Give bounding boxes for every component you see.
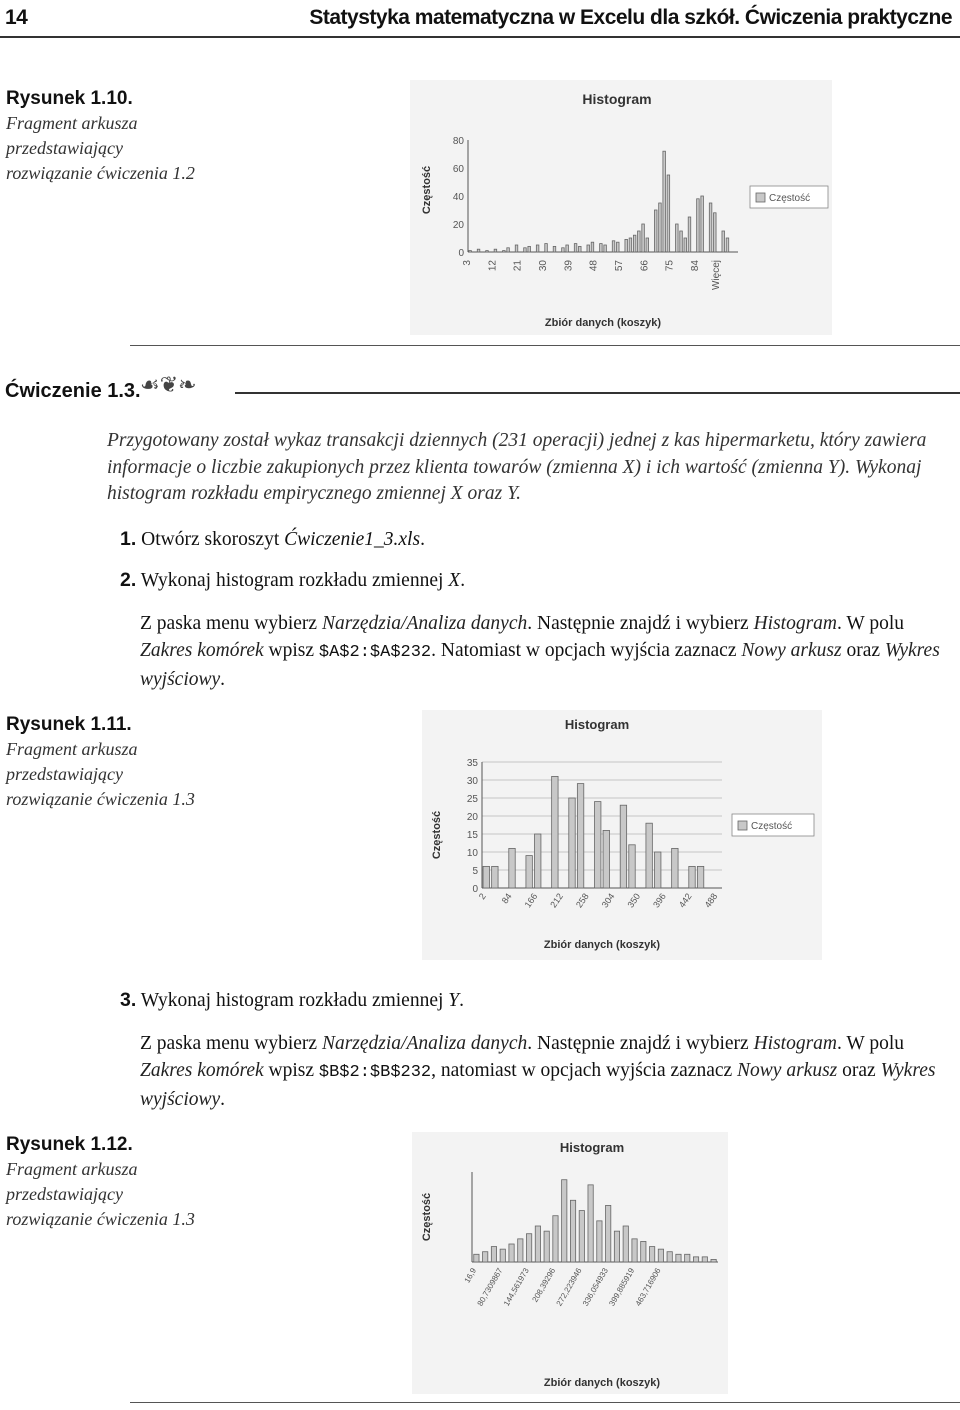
histogram-bar <box>477 249 480 252</box>
histogram-bar <box>629 845 635 888</box>
file-name: Ćwiczenie1_3.xls <box>284 529 421 550</box>
chart-svg <box>410 80 832 335</box>
histogram-bar <box>526 1234 531 1262</box>
histogram-bar <box>507 248 510 252</box>
histogram-bar <box>500 1249 505 1262</box>
histogram-bar <box>680 231 683 252</box>
histogram-bar <box>591 242 594 252</box>
legend-label: Częstość <box>769 193 811 204</box>
histogram-bar <box>638 231 641 252</box>
histogram-bar <box>606 1205 611 1262</box>
instr-text: Z paska menu wybierz <box>140 1033 322 1054</box>
chart-title: Histogram <box>559 1140 625 1155</box>
caption-line: przedstawiający <box>6 764 123 784</box>
histogram-bar <box>579 246 582 252</box>
step-3-instructions <box>140 1030 940 1113</box>
histogram-bar <box>623 1226 628 1262</box>
histogram-bar <box>577 784 583 888</box>
histogram-bar <box>702 1257 707 1262</box>
histogram-bar <box>689 866 695 888</box>
histogram-bar <box>544 1231 549 1262</box>
histogram-bar <box>570 1200 575 1262</box>
histogram-bar <box>642 224 645 252</box>
section-divider <box>130 345 960 346</box>
histogram-bar <box>697 866 703 888</box>
histogram-bar <box>688 217 691 252</box>
x-tick-label: 272,223946 <box>554 1266 584 1308</box>
option-name: Nowy arkusz <box>737 1060 838 1081</box>
histogram-bar <box>659 203 662 252</box>
x-axis-label: Zbiór danych (koszyk) <box>544 317 662 329</box>
step-number: 2. <box>120 569 137 591</box>
histogram-bar <box>614 1231 619 1262</box>
step-end: . <box>460 570 466 591</box>
legend-label: Częstość <box>751 821 793 832</box>
instr-text: , natomiast w opcjach wyjścia zaznacz <box>431 1060 738 1081</box>
x-tick-label: 84 <box>689 260 701 272</box>
y-tick-label: 0 <box>458 248 464 259</box>
histogram-bar <box>625 239 628 252</box>
x-tick-label: 166 <box>522 891 540 910</box>
histogram-bar <box>709 203 712 252</box>
histogram-bar <box>509 848 515 888</box>
figure-number: Rysunek 1.10. <box>6 88 133 109</box>
histogram-bar <box>483 866 489 888</box>
histogram-bar <box>722 231 725 252</box>
exercise-intro: Przygotowany został wykaz transakcji dziennych (231 operacji) jednej z kas hipermarketu, który zawiera informacje o liczbie zakupionych przez klienta towarów (zmienna X) i ich wartość (zmienna Y). Wykonaj histogram rozkładu empirycznego zmiennej X oraz Y. <box>107 430 927 504</box>
instr-text: . <box>220 669 226 690</box>
x-tick-label: 66 <box>639 260 651 272</box>
x-tick-label: 2 <box>476 891 488 902</box>
x-tick-label: 144,561973 <box>501 1266 531 1308</box>
figure-caption-1-10 <box>6 86 195 186</box>
x-tick-label: 57 <box>613 260 625 272</box>
y-tick-label: 35 <box>466 758 478 769</box>
histogram-bar <box>562 1180 567 1262</box>
caption-line: rozwiązanie ćwiczenia 1.3 <box>6 1209 195 1229</box>
step-text: Otwórz skoroszyt <box>141 529 285 550</box>
option-name: Nowy arkusz <box>741 640 842 661</box>
chart-svg <box>412 1132 728 1394</box>
histogram-bar <box>562 248 565 252</box>
histogram-bar <box>492 866 498 888</box>
histogram-bar <box>536 245 539 252</box>
figure-caption-1-12 <box>6 1132 195 1232</box>
variable-name: Y <box>448 990 460 1011</box>
x-tick-label: 80,7309867 <box>475 1266 505 1308</box>
x-tick-label: 12 <box>487 260 499 272</box>
y-tick-label: 30 <box>466 776 478 787</box>
histogram-bar <box>526 856 532 888</box>
histogram-bar <box>574 244 577 252</box>
histogram-bar <box>587 245 590 252</box>
y-tick-label: 0 <box>472 884 478 895</box>
caption-line: przedstawiający <box>6 138 123 158</box>
instr-text: wpisz <box>263 640 319 661</box>
x-tick-label: 463,716906 <box>633 1266 663 1308</box>
step-text: Wykonaj histogram rozkładu zmiennej <box>140 570 449 591</box>
histogram-bar <box>524 248 527 252</box>
histogram-bar <box>515 245 518 252</box>
histogram-bar <box>632 1239 637 1262</box>
histogram-bar <box>595 802 601 888</box>
instr-text: . W polu <box>837 1033 904 1054</box>
histogram-bar <box>685 1254 690 1262</box>
x-tick-label: 48 <box>588 260 600 272</box>
step-end: . <box>459 990 465 1011</box>
x-tick-label: 39 <box>563 260 575 272</box>
histogram-chart-1-12 <box>412 1132 728 1394</box>
figure-number: Rysunek 1.11. <box>6 714 132 735</box>
caption-line: przedstawiający <box>6 1184 123 1204</box>
book-title: Statystyka matematyczna w Excelu dla szkół. Ćwiczenia praktyczne <box>309 6 952 29</box>
field-name: Zakres komórek <box>140 1060 264 1081</box>
x-tick-label: 336,054933 <box>580 1266 610 1308</box>
histogram-bar <box>528 246 531 252</box>
x-tick-label: 396 <box>651 891 668 910</box>
y-tick-label: 10 <box>466 848 478 859</box>
histogram-bar <box>676 224 679 252</box>
exercise-title: Ćwiczenie 1.3. <box>5 380 141 402</box>
histogram-bar <box>676 1254 681 1262</box>
instr-text: . W polu <box>837 613 904 634</box>
histogram-bar <box>486 251 489 252</box>
instr-text: oraz <box>841 640 885 661</box>
y-tick-label: 5 <box>472 866 478 877</box>
histogram-bar <box>646 238 649 252</box>
step-number: 1. <box>120 528 137 550</box>
histogram-bar <box>597 1221 602 1262</box>
histogram-bar <box>566 245 569 252</box>
chart-title: Histogram <box>582 91 652 107</box>
x-tick-label: 442 <box>676 891 694 910</box>
x-tick-label: 3 <box>462 260 474 266</box>
exercise-rule <box>235 392 960 394</box>
instr-text: . <box>220 1089 226 1110</box>
page-number: 14 <box>5 6 28 29</box>
histogram-bar <box>483 1252 488 1262</box>
histogram-bar <box>603 830 609 888</box>
instr-text: . Natomiast w opcjach wyjścia zaznacz <box>431 640 742 661</box>
instr-text: . Następnie znajdź i wybierz <box>527 613 754 634</box>
caption-line: Fragment arkusza <box>6 1159 138 1179</box>
histogram-bar <box>503 251 506 252</box>
y-tick-label: 40 <box>452 192 464 203</box>
x-tick-label: 21 <box>512 260 524 272</box>
histogram-bar <box>612 241 615 252</box>
y-axis-label: Częstość <box>421 1192 433 1242</box>
option-name: Wykres wyjściowy <box>140 640 940 690</box>
histogram-bar <box>697 199 700 252</box>
option-name: Histogram <box>753 1033 837 1054</box>
exercise-ornament-icon: ☙❦❧ <box>140 372 197 397</box>
x-tick-label: 399,885919 <box>607 1266 637 1308</box>
histogram-bar <box>469 251 472 252</box>
x-tick-label: 488 <box>702 891 720 910</box>
option-name: Histogram <box>753 613 837 634</box>
histogram-bar <box>701 196 704 252</box>
histogram-bar <box>641 1241 646 1262</box>
option-name: Wykres wyjściowy <box>140 1060 936 1110</box>
cell-range: $A$2:$A$232 <box>318 643 432 662</box>
y-tick-label: 60 <box>452 164 464 175</box>
y-tick-label: 25 <box>466 794 478 805</box>
y-axis-label: Częstość <box>431 810 443 860</box>
histogram-bar <box>518 1239 523 1262</box>
step-1 <box>120 526 425 553</box>
histogram-bar <box>579 1211 584 1262</box>
histogram-bar <box>633 235 636 252</box>
x-tick-label: 212 <box>548 891 566 910</box>
step-number: 3. <box>120 989 137 1011</box>
histogram-bar <box>629 238 632 252</box>
chart-title: Histogram <box>564 717 630 732</box>
y-axis-label: Częstość <box>421 165 433 215</box>
instr-text: Z paska menu wybierz <box>140 613 322 634</box>
x-tick-label: 304 <box>599 891 617 910</box>
cell-range: $B$2:$B$232 <box>318 1063 432 1082</box>
histogram-bar <box>545 244 548 252</box>
histogram-bar <box>654 210 657 252</box>
histogram-bar <box>693 1257 698 1262</box>
chart-svg <box>422 710 822 960</box>
figure-number: Rysunek 1.12. <box>6 1134 133 1155</box>
histogram-bar <box>726 238 729 252</box>
y-tick-label: 80 <box>452 136 464 147</box>
x-tick-label: 16,9 <box>462 1266 479 1285</box>
histogram-bar <box>604 245 607 252</box>
histogram-bar <box>667 175 670 252</box>
x-tick-label: 350 <box>625 891 643 910</box>
histogram-bar <box>658 1249 663 1262</box>
x-tick-label: Więcej <box>711 260 723 291</box>
histogram-bar <box>588 1185 593 1262</box>
histogram-bar <box>617 242 620 252</box>
instr-text: oraz <box>837 1060 881 1081</box>
header-divider <box>0 36 960 38</box>
legend-swatch <box>738 821 747 830</box>
x-tick-label: 84 <box>499 891 514 906</box>
y-tick-label: 20 <box>466 812 478 823</box>
step-end: . <box>420 529 425 550</box>
histogram-bar <box>620 805 626 888</box>
caption-line: Fragment arkusza <box>6 113 138 133</box>
x-tick-label: 30 <box>538 260 550 272</box>
histogram-bar <box>474 1254 479 1262</box>
caption-line: rozwiązanie ćwiczenia 1.3 <box>6 789 195 809</box>
figure-caption-1-11 <box>6 712 195 812</box>
histogram-bar <box>711 1259 716 1262</box>
y-tick-label: 20 <box>452 220 464 231</box>
histogram-bar <box>714 213 717 252</box>
histogram-bar <box>553 246 556 252</box>
x-tick-label: 258 <box>573 891 591 910</box>
step-2 <box>120 567 465 594</box>
step-3 <box>120 987 464 1014</box>
x-tick-label: 208,39296 <box>530 1266 558 1304</box>
histogram-bar <box>649 1247 654 1262</box>
x-axis-label: Zbiór danych (koszyk) <box>543 1377 661 1389</box>
histogram-chart-1-10 <box>410 80 832 335</box>
histogram-bar <box>535 834 541 888</box>
histogram-chart-1-11 <box>422 710 822 960</box>
histogram-bar <box>663 151 666 252</box>
histogram-bar <box>509 1244 514 1262</box>
legend-swatch <box>756 193 765 202</box>
y-tick-label: 15 <box>466 830 478 841</box>
instr-text: . Następnie znajdź i wybierz <box>527 1033 754 1054</box>
histogram-bar <box>646 823 652 888</box>
x-tick-label: 75 <box>664 260 676 272</box>
histogram-bar <box>684 238 687 252</box>
menu-path: Narzędzia/Analiza danych <box>321 1033 528 1054</box>
histogram-bar <box>672 848 678 888</box>
histogram-bar <box>569 798 575 888</box>
menu-path: Narzędzia/Analiza danych <box>321 613 528 634</box>
caption-line: Fragment arkusza <box>6 739 138 759</box>
field-name: Zakres komórek <box>140 640 264 661</box>
step-text: Wykonaj histogram rozkładu zmiennej <box>140 990 449 1011</box>
step-2-instructions <box>140 610 940 693</box>
variable-name: X <box>448 570 461 591</box>
footer-divider <box>130 1402 960 1403</box>
histogram-bar <box>655 852 661 888</box>
histogram-bar <box>552 776 558 888</box>
histogram-bar <box>600 244 603 252</box>
caption-line: rozwiązanie ćwiczenia 1.2 <box>6 163 195 183</box>
histogram-bar <box>535 1226 540 1262</box>
histogram-bar <box>553 1216 558 1262</box>
histogram-bar <box>667 1252 672 1262</box>
x-axis-label: Zbiór danych (koszyk) <box>543 939 661 951</box>
histogram-bar <box>494 249 497 252</box>
instr-text: wpisz <box>263 1060 319 1081</box>
histogram-bar <box>491 1247 496 1262</box>
